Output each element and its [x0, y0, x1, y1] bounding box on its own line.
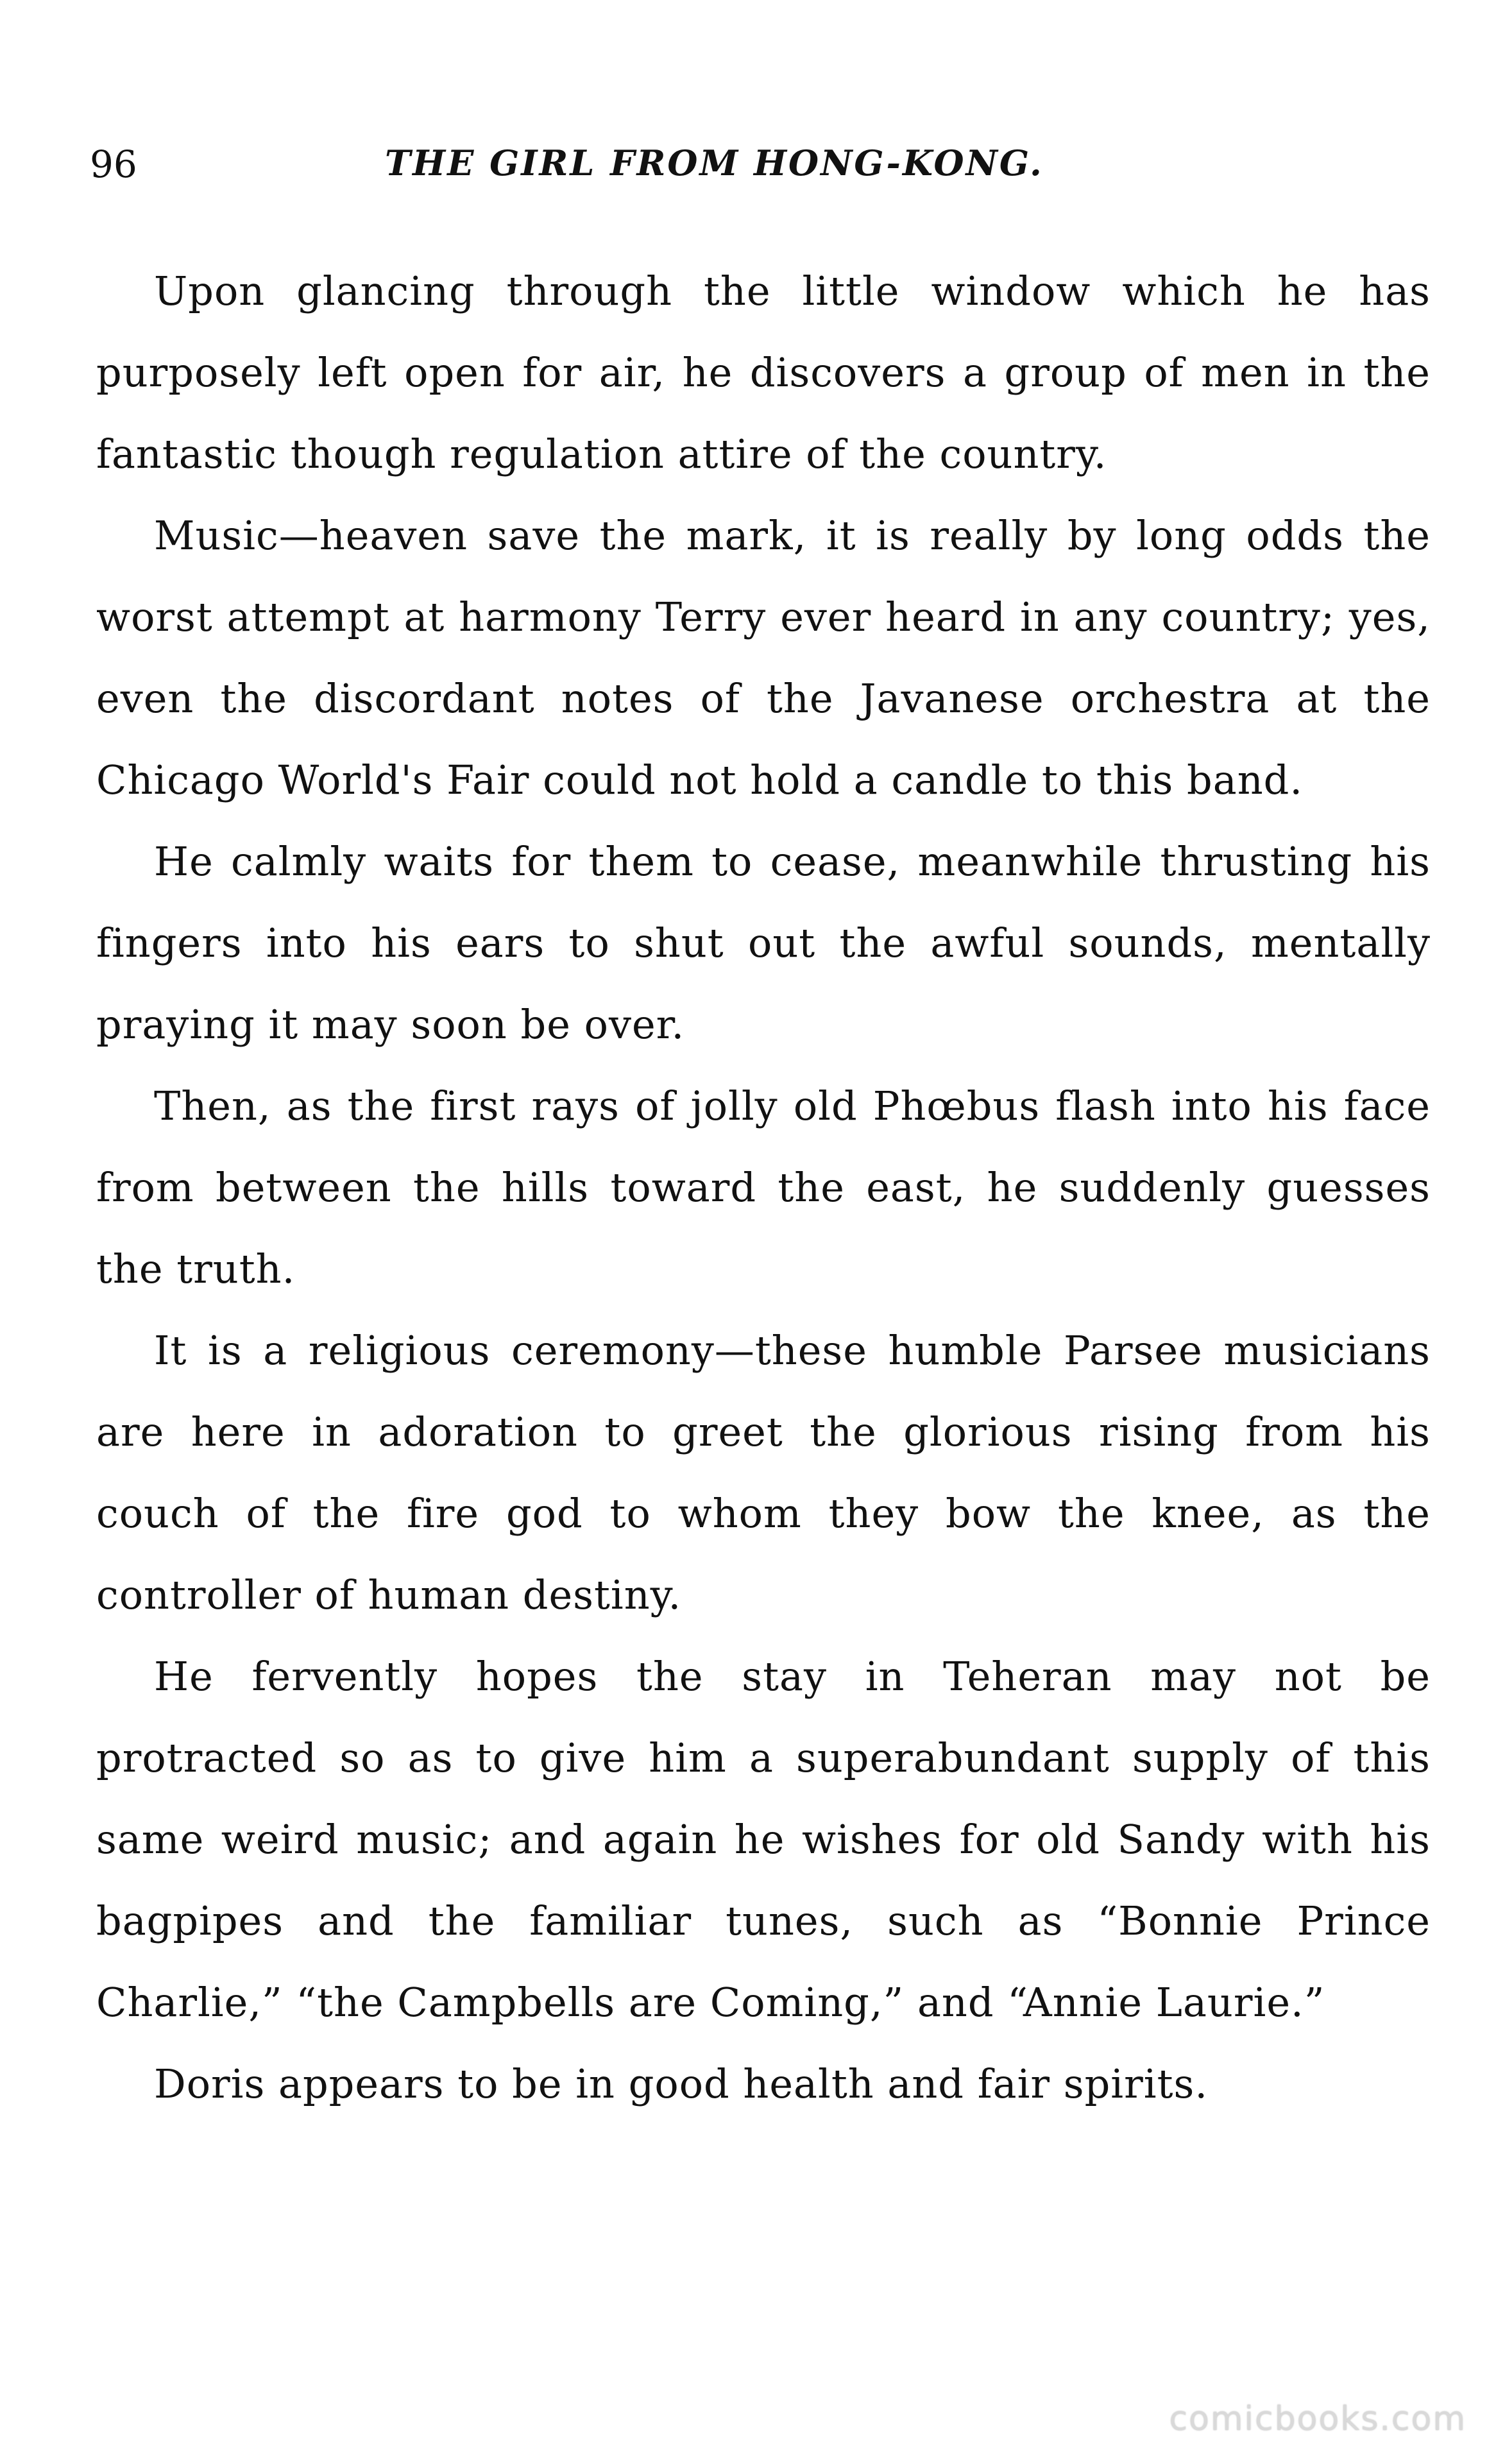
running-head [90, 142, 1180, 200]
paragraph-window: Upon glancing through the little window which he has purposely left open for air, he discovers a group of men in the fantastic though regulation attire of the country. [96, 268, 1431, 477]
paragraph-doris: Doris appears to be in good health and fair spirits. [154, 2060, 1209, 2107]
body-text [96, 250, 1431, 2125]
paragraph-music: Music—heaven save the mark, it is really by long odds the worst attempt at harmony Terry ever heard in any country; yes, even the discordant notes of the Javanese orchestra at the Chicago World's Fair could not hold a candle to this band. [96, 512, 1431, 803]
watermark: comicbooks.com [1169, 2400, 1467, 2438]
paragraph-phoebus: Then, as the first rays of jolly old Phœbus flash into his face from between the hills toward the east, he suddenly guesses the truth. [96, 1082, 1431, 1292]
paragraph-ceremony: It is a religious ceremony—these humble Parsee musicians are here in adoration to greet the glorious rising from his couch of the fire god to whom they bow the knee, as the controller of human destiny. [96, 1327, 1431, 1618]
running-title: THE GIRL FROM HONG-KONG. [385, 142, 1044, 184]
paragraph-teheran: He fervently hopes the stay in Teheran may not be protracted so as to give him a superabundant supply of this same weird music; and again he wishes for old Sandy with his bagpipes and the familiar tunes, such as “Bonnie Prince Charlie,” “the Campbells are Coming,” and “Annie Laurie.” [96, 1653, 1431, 2026]
page-number: 96 [90, 142, 137, 186]
paragraph-waits: He calmly waits for them to cease, meanwhile thrusting his fingers into his ears to shut out the awful sounds, mentally praying it may soon be over. [96, 838, 1431, 1048]
